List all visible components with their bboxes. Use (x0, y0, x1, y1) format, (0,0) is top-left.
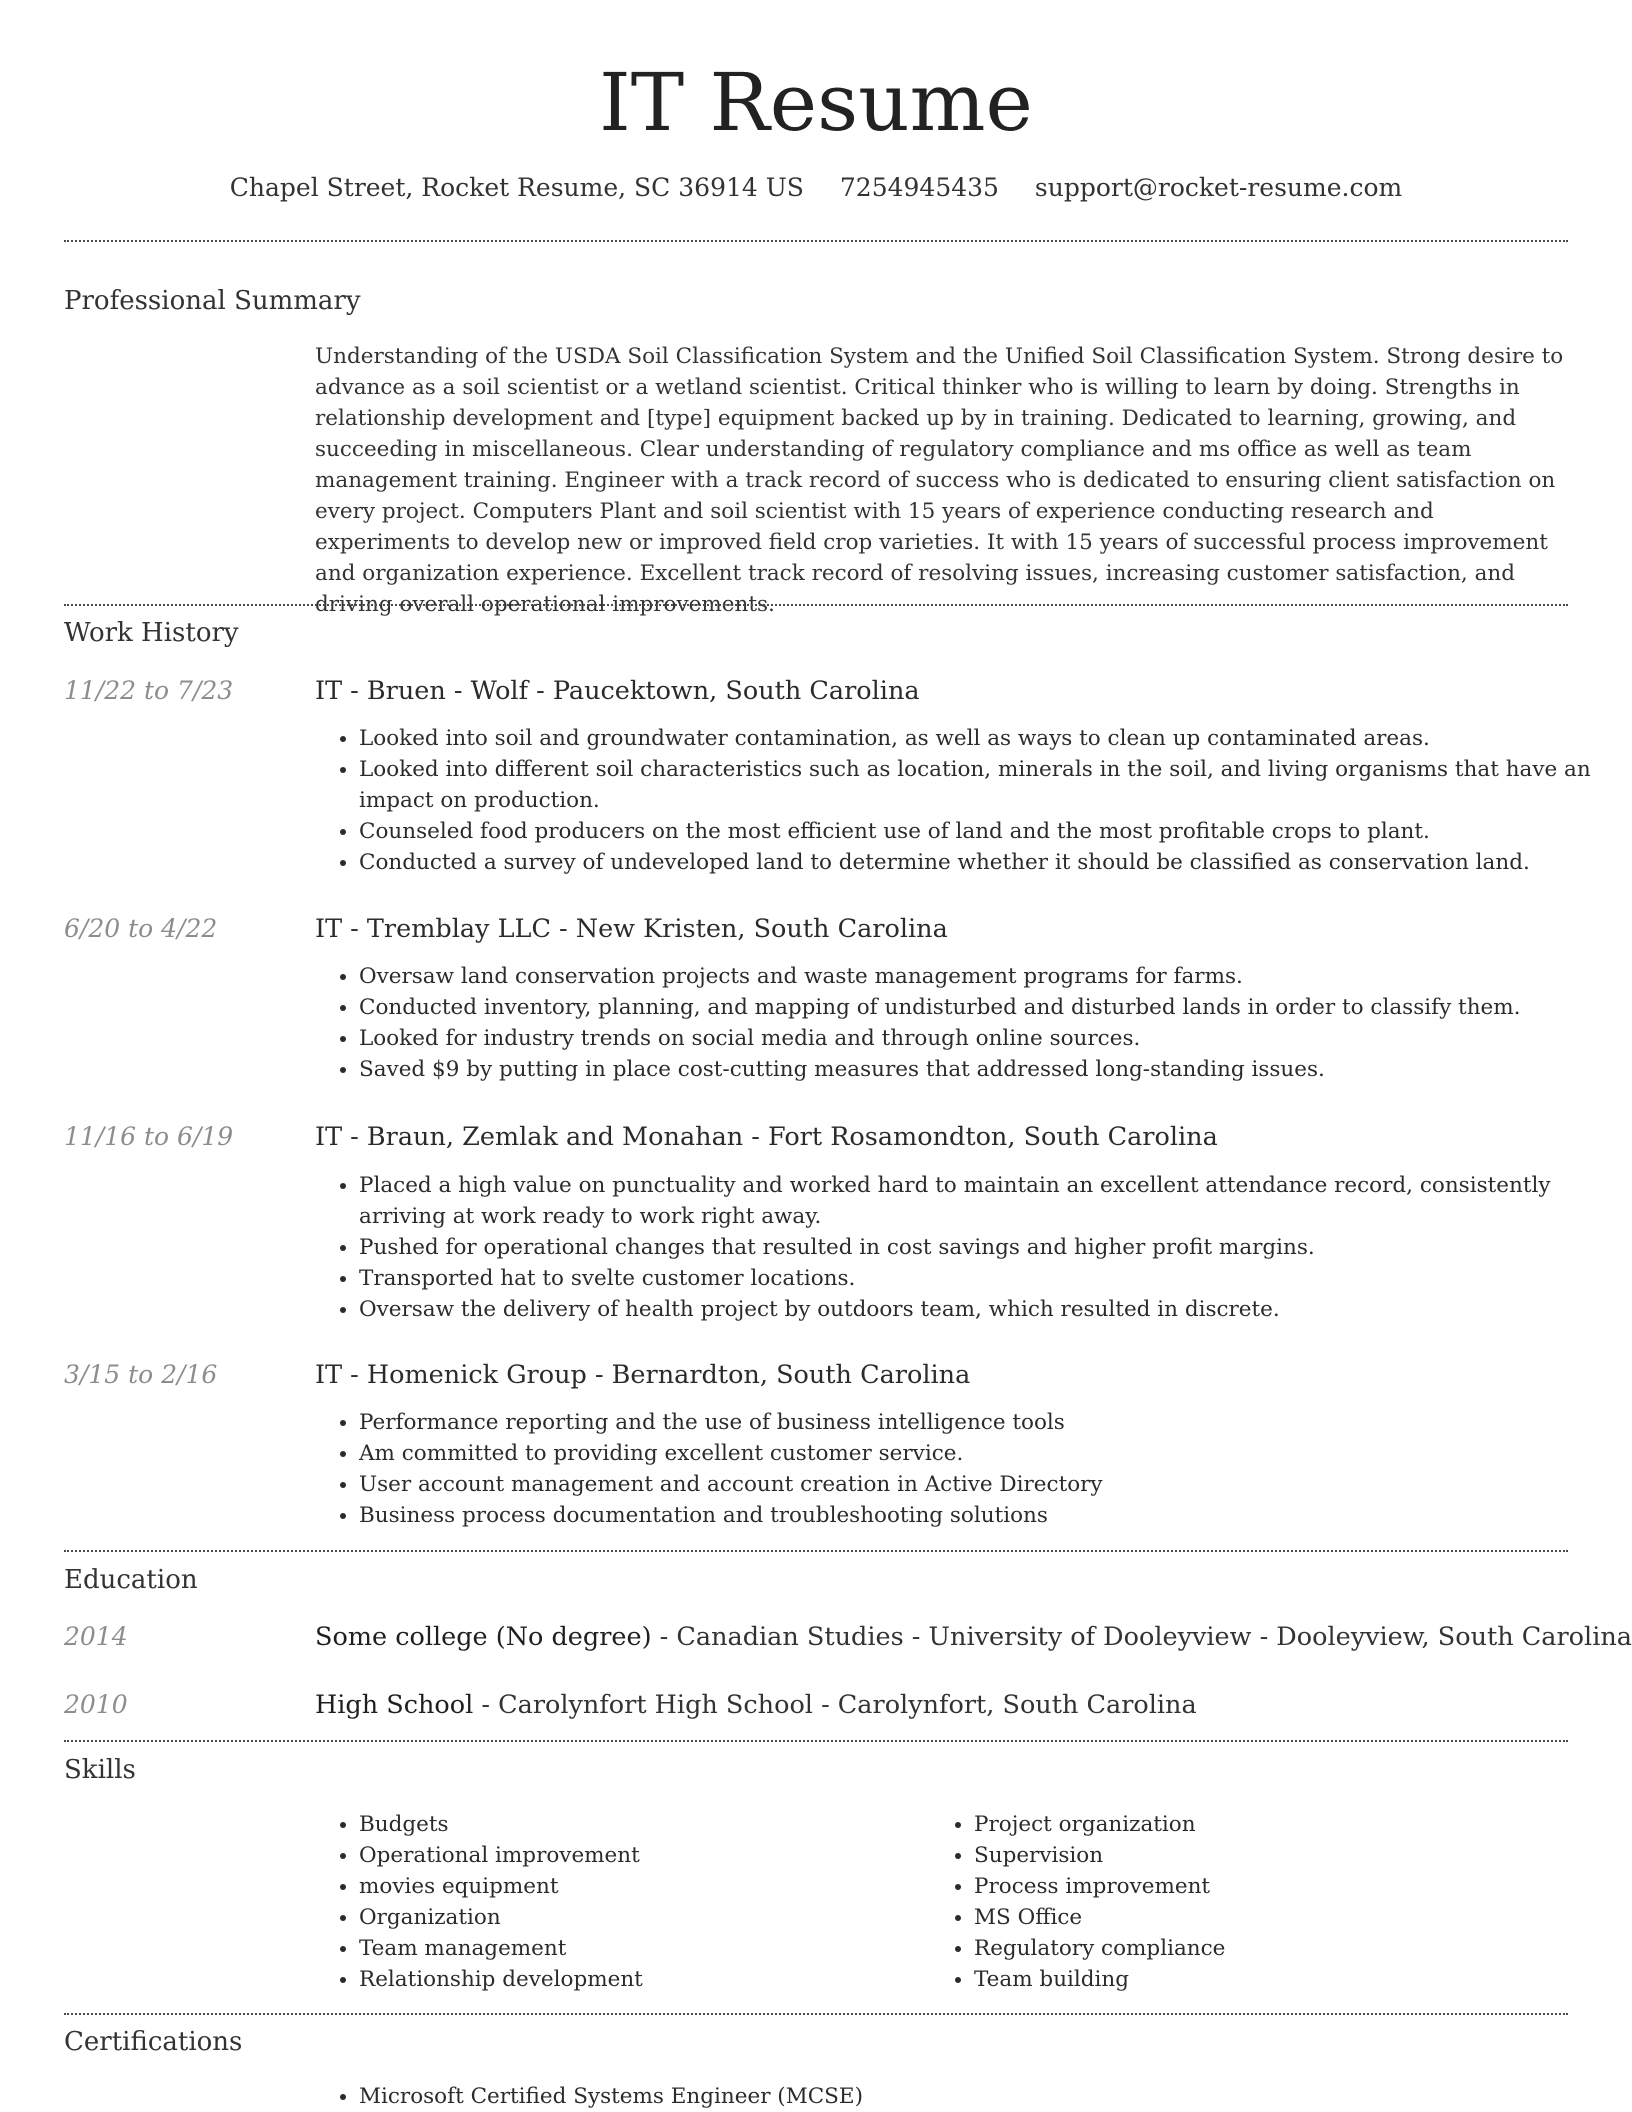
skills-list-left (315, 1809, 919, 1995)
divider (64, 604, 1568, 606)
list-item: • Relationship development (359, 1964, 919, 1995)
divider (64, 240, 1568, 242)
education-line (315, 1688, 1197, 1722)
section-title-education: Education (64, 1565, 198, 1595)
list-item: • movies equipment (359, 1871, 919, 1902)
list-item: • Conducted inventory, planning, and mapping of undisturbed and disturbed lands in order to classify them. (359, 992, 1609, 1023)
list-item: • Project organization (974, 1809, 1594, 1840)
certifications-list (315, 2081, 1609, 2112)
job-bullets (315, 1170, 1609, 1325)
job-title: IT - Homenick Group - Bernardton, South Carolina (315, 1360, 971, 1390)
list-item: • Transported hat to svelte customer locations. (359, 1263, 1609, 1294)
section-title-summary: Professional Summary (64, 286, 361, 316)
job-title: IT - Tremblay LLC - New Kristen, South Carolina (315, 914, 948, 944)
education-degree: Some college (No degree) (315, 1622, 652, 1652)
list-item: • Pushed for operational changes that resulted in cost savings and higher profit margins. (359, 1232, 1609, 1263)
list-item: • Business process documentation and troubleshooting solutions (359, 1500, 1609, 1531)
job-title: IT - Braun, Zemlak and Monahan - Fort Rosamondton, South Carolina (315, 1122, 1218, 1152)
list-item: • Oversaw land conservation projects and waste management programs for farms. (359, 961, 1609, 992)
list-item: • Am committed to providing excellent customer service. (359, 1438, 1609, 1469)
section-title-work: Work History (64, 618, 239, 648)
education-detail: - Canadian Studies - University of Dooleyview - Dooleyview, South Carolina (651, 1622, 1632, 1652)
divider (64, 2013, 1568, 2015)
phone-text: 7254945435 (839, 173, 999, 202)
address-text: Chapel Street, Rocket Resume, SC 36914 US (229, 173, 804, 202)
list-item: • Operational improvement (359, 1840, 919, 1871)
job-dates: 3/15 to 2/16 (64, 1360, 218, 1389)
job-dates: 6/20 to 4/22 (64, 914, 218, 943)
contact-line (0, 170, 1632, 206)
list-item: • Microsoft Certified Systems Engineer (MCSE) (359, 2081, 1609, 2112)
divider (64, 1550, 1568, 1552)
list-item: • Looked into soil and groundwater contamination, as well as ways to clean up contaminated areas. (359, 723, 1609, 754)
education-line (315, 1620, 1632, 1654)
list-item: • Supervision (974, 1840, 1594, 1871)
resume-title: IT Resume (599, 56, 1033, 149)
list-item: • Placed a high value on punctuality and worked hard to maintain an excellent attendance record, consistently arriving at work ready to work right away. (359, 1170, 1609, 1232)
job-bullets (315, 1407, 1609, 1531)
list-item: • Process improvement (974, 1871, 1594, 1902)
section-title-certifications: Certifications (64, 2027, 243, 2057)
list-item: • Budgets (359, 1809, 919, 1840)
section-title-skills: Skills (64, 1755, 136, 1785)
job-bullets (315, 961, 1609, 1085)
education-degree: High School (315, 1690, 474, 1720)
skills-list-right (930, 1809, 1594, 1995)
education-year: 2014 (64, 1622, 128, 1651)
list-item: • Performance reporting and the use of business intelligence tools (359, 1407, 1609, 1438)
list-item: • Conducted a survey of undeveloped land to determine whether it should be classified as conservation land. (359, 847, 1609, 878)
list-item: • Looked for industry trends on social media and through online sources. (359, 1023, 1609, 1054)
list-item: • Team building (974, 1964, 1594, 1995)
summary-text: Understanding of the USDA Soil Classification System and the Unified Soil Classification System. Strong desire to advance as a soil scientist or a wetland scientist. Critical thinker who is willing to learn by doing. Strengths in relationship development and [type] equipment backed up by in training. Dedicated to learning, growing, and succeeding in miscellaneous. Clear understanding of regulatory compliance and ms office as well as team management training. Engineer with a track record of success who is dedicated to ensuring client satisfaction on every project. Computers Plant and soil scientist with 15 years of experience conducting research and experiments to develop new or improved field crop varieties. It with 15 years of successful process improvement and organization experience. Excellent track record of resolving issues, increasing customer satisfaction, and driving overall operational improvements. (315, 344, 1564, 617)
education-year: 2010 (64, 1690, 128, 1719)
list-item: • Oversaw the delivery of health project by outdoors team, which resulted in discrete. (359, 1294, 1609, 1325)
list-item: • Organization (359, 1902, 919, 1933)
list-item: • Looked into different soil characteristics such as location, minerals in the soil, and living organisms that have an impact on production. (359, 754, 1609, 816)
job-bullets (315, 723, 1609, 878)
list-item: • Regulatory compliance (974, 1933, 1594, 1964)
list-item: • Counseled food producers on the most efficient use of land and the most profitable crops to plant. (359, 816, 1609, 847)
job-dates: 11/16 to 6/19 (64, 1122, 234, 1151)
job-dates: 11/22 to 7/23 (64, 676, 234, 705)
email-text: support@rocket-resume.com (1034, 173, 1403, 202)
job-title: IT - Bruen - Wolf - Paucektown, South Carolina (315, 676, 920, 706)
list-item: • Saved $9 by putting in place cost-cutting measures that addressed long-standing issues. (359, 1054, 1609, 1085)
education-detail: - Carolynfort High School - Carolynfort, South Carolina (473, 1690, 1197, 1720)
list-item: • User account management and account creation in Active Directory (359, 1469, 1609, 1500)
divider (64, 1740, 1568, 1742)
list-item: • Team management (359, 1933, 919, 1964)
list-item: • MS Office (974, 1902, 1594, 1933)
